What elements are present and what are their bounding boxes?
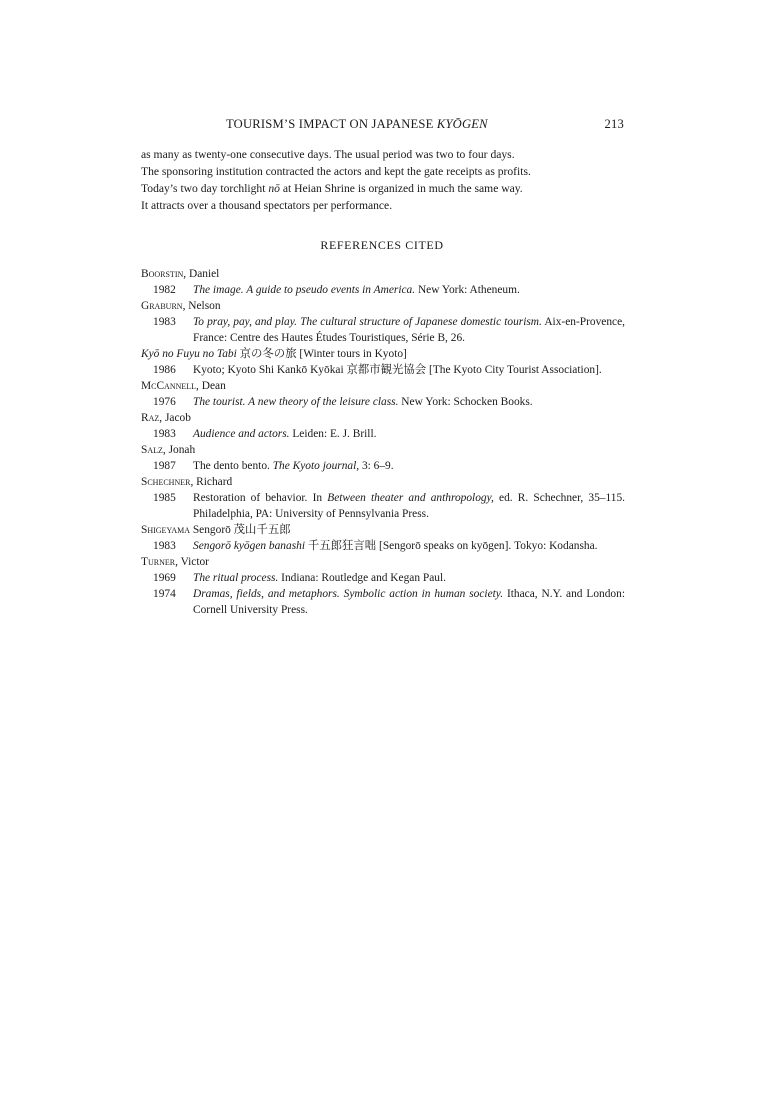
reference-article: The dento bento. (193, 460, 273, 472)
body-paragraph (141, 146, 624, 214)
author-given-name: Sengorō 茂山千五郎 (190, 524, 291, 536)
reference-year: 1986 (153, 364, 176, 376)
reference-year: 1985 (153, 492, 176, 504)
reference-entry (141, 394, 625, 410)
author-given-name: Dean (198, 380, 226, 392)
author-surname: McCannell, (141, 380, 199, 392)
reference-author (141, 346, 625, 362)
author-title-italic: Kyō no Fuyu no Tabi (141, 348, 237, 360)
author-surname: Salz, (141, 444, 166, 456)
reference-publisher: ed. R. Schechner, 35–115. Philadelphia, PA: University of Pennsylvania Press. (193, 492, 626, 520)
reference-publisher: 3: 6–9. (359, 460, 394, 472)
reference-text (193, 282, 625, 298)
reference-article: Restoration of behavior. In (193, 492, 328, 504)
reference-entry (141, 490, 625, 522)
body-line: as many as twenty-one consecutive days. The usual period was two to four days. (141, 148, 515, 161)
reference-title: Sengorō kyōgen banashi (193, 540, 305, 552)
reference-title: To pray, pay, and play. The cultural structure of Japanese domestic tourism. (193, 316, 542, 328)
body-text-run: Today’s two day torchlight (141, 182, 269, 195)
reference-text (193, 538, 625, 554)
reference-title: Between theater and anthropology, (327, 492, 494, 504)
reference-publisher: New York: Atheneum. (415, 284, 520, 296)
reference-year: 1976 (153, 396, 176, 408)
author-surname: Schechner, (141, 476, 194, 488)
reference-text (193, 490, 625, 522)
reference-publisher: Indiana: Routledge and Kegan Paul. (278, 572, 446, 584)
reference-title: The image. A guide to pseudo events in America. (193, 284, 416, 296)
page-number: 213 (604, 117, 624, 131)
author-given-name: Jonah (165, 444, 196, 456)
author-given-name: Jacob (162, 412, 191, 424)
reference-author (141, 474, 625, 490)
reference-entry (141, 570, 625, 586)
reference-year: 1982 (153, 284, 176, 296)
reference-author (141, 266, 625, 282)
body-line: The sponsoring institution contracted the actors and kept the gate receipts as profits. (141, 165, 531, 178)
reference-text (193, 458, 625, 474)
reference-publisher: Leiden: E. J. Brill. (289, 428, 377, 440)
reference-author (141, 442, 625, 458)
reference-title: The Kyoto journal, (272, 460, 360, 472)
reference-text (193, 586, 625, 618)
body-line: It attracts over a thousand spectators per performance. (141, 199, 393, 212)
running-title-text: TOURISM’S IMPACT ON JAPANESE (226, 117, 437, 131)
author-given-name: 京の冬の旅 [Winter tours in Kyoto] (236, 348, 407, 360)
reference-text: Kyoto; Kyoto Shi Kankō Kyōkai 京都市観光協会 [The Kyoto City Tourist Association]. (193, 364, 602, 376)
reference-entry (141, 362, 625, 378)
reference-title: The tourist. A new theory of the leisure class. (193, 396, 399, 408)
author-surname: Graburn, (141, 300, 186, 312)
reference-year: 1983 (153, 316, 176, 328)
body-italic-term: nō (268, 182, 280, 195)
reference-text (193, 570, 625, 586)
reference-year: 1987 (153, 460, 176, 472)
body-line (141, 180, 624, 197)
reference-entry (141, 426, 625, 442)
reference-text (193, 314, 625, 346)
body-text-run: at Heian Shrine is organized in much the same way. (279, 182, 523, 195)
reference-author (141, 522, 625, 538)
reference-author (141, 410, 625, 426)
reference-author (141, 554, 625, 570)
reference-text (193, 426, 625, 442)
reference-entry (141, 586, 625, 618)
references-heading: REFERENCES CITED (320, 238, 444, 252)
reference-author (141, 378, 625, 394)
reference-publisher: Ithaca, N.Y. and London: Cornell University Press. (193, 588, 625, 616)
author-given-name: Richard (193, 476, 233, 488)
reference-title: Dramas, fields, and metaphors. Symbolic action in human society. (193, 588, 504, 600)
author-given-name: Nelson (185, 300, 221, 312)
reference-publisher: New York: Schocken Books. (398, 396, 533, 408)
author-given-name: Daniel (186, 268, 220, 280)
author-given-name: Victor (177, 556, 209, 568)
reference-text (193, 394, 625, 410)
reference-entry (141, 282, 625, 298)
author-surname: Boorstin, (141, 268, 187, 280)
reference-title: The ritual process. (193, 572, 279, 584)
running-title-italic: KYŌGEN (436, 117, 488, 131)
references-list (141, 266, 625, 618)
reference-entry (141, 458, 625, 474)
reference-publisher: 千五郎狂言咄 [Sengorō speaks on kyōgen]. Tokyo: Kodansha. (305, 540, 598, 552)
reference-entry (141, 314, 625, 346)
reference-entry (141, 538, 625, 554)
author-surname: Turner, (141, 556, 178, 568)
running-title (226, 117, 488, 132)
reference-author (141, 298, 625, 314)
author-surname: Raz, (141, 412, 163, 424)
reference-title: Audience and actors. (193, 428, 290, 440)
reference-publisher: Aix-en-Provence, France: Centre des Hautes Études Touristiques, Série B, 26. (193, 316, 625, 344)
reference-year: 1969 (153, 572, 176, 584)
reference-year: 1983 (153, 428, 176, 440)
reference-year: 1983 (153, 540, 176, 552)
author-surname: Shigeyama (141, 524, 190, 536)
reference-year: 1974 (153, 588, 176, 600)
